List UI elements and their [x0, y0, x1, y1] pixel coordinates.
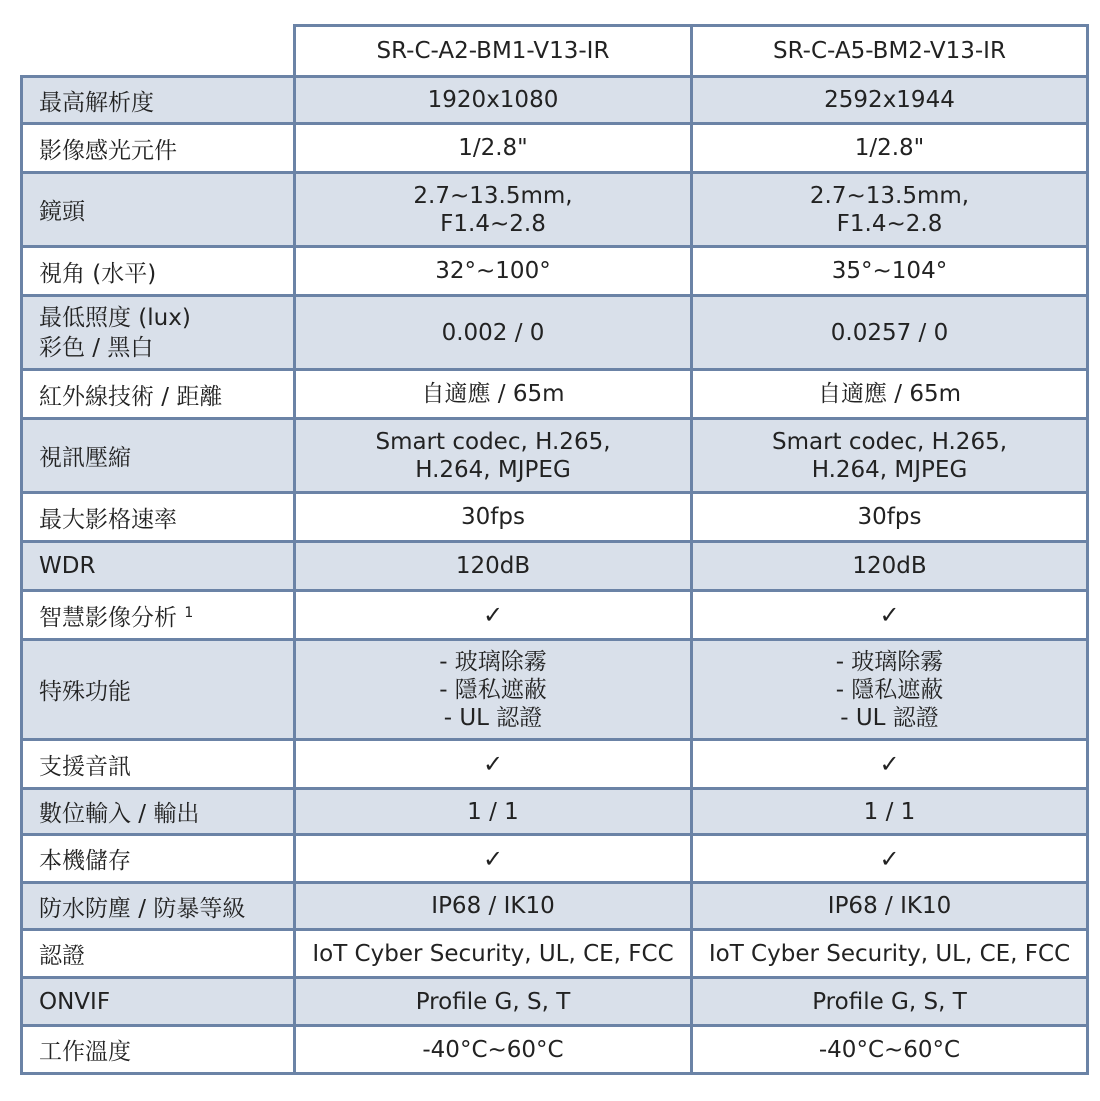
value-line: -40°C~60°C: [818, 1036, 961, 1063]
model-2-value: [692, 1026, 1088, 1074]
spec-label-line: 最低照度 (lux): [39, 304, 191, 331]
model-2-value: [692, 493, 1088, 542]
spec-label-text: 數位輸入 / 輸出: [39, 801, 200, 827]
spec-label: [22, 296, 295, 370]
spec-row: [22, 640, 1088, 740]
spec-label: [22, 173, 295, 247]
value-line: 自適應 / 65m: [421, 381, 565, 407]
value-line: 1 / 1: [467, 798, 519, 825]
spec-row: [22, 542, 1088, 591]
value-line: IP68 / IK10: [431, 893, 555, 919]
model-2-value: [692, 740, 1088, 789]
spec-row: [22, 493, 1088, 542]
value-line: 1/2.8": [854, 135, 925, 161]
model-2-value: [692, 542, 1088, 591]
value-line: Smart codec, H.265,: [771, 428, 1008, 455]
value-line: IoT Cyber Security, UL, CE, FCC: [312, 940, 674, 967]
check-icon: ✓: [482, 601, 504, 629]
spec-label: [22, 835, 295, 883]
model-2-value: [692, 124, 1088, 173]
corner-cell: [22, 26, 295, 77]
value-line: 1/2.8": [458, 135, 528, 161]
value-line: 自適應 / 65m: [817, 381, 962, 407]
value-line: 0.0257 / 0: [830, 319, 949, 346]
value-line: 120dB: [455, 553, 531, 579]
spec-label-text: 最大影格速率: [39, 506, 177, 533]
value-line: 2592x1944: [824, 87, 955, 113]
value-line: Profile G, S, T: [812, 988, 967, 1015]
model-1-value: [295, 124, 692, 173]
model-1-value: [295, 542, 692, 591]
value-line: - 玻璃除霧: [439, 648, 547, 675]
spec-row: [22, 370, 1088, 419]
model-1-value: [295, 247, 692, 296]
spec-label: [22, 883, 295, 930]
value-line: F1.4~2.8: [836, 210, 943, 237]
spec-row: [22, 77, 1088, 124]
spec-label-text: 工作溫度: [39, 1039, 131, 1065]
spec-label: [22, 930, 295, 978]
model-1-value: [295, 173, 692, 247]
spec-label: [22, 978, 295, 1026]
model-1-header: SR-C-A2-BM1-V13-IR: [295, 26, 692, 77]
spec-row: [22, 124, 1088, 173]
check-icon: ✓: [482, 844, 504, 873]
model-2-header: SR-C-A5-BM2-V13-IR: [692, 26, 1088, 77]
model-2-value: [692, 419, 1088, 493]
value-line: 1920x1080: [427, 87, 559, 113]
spec-label: [22, 124, 295, 173]
spec-row: [22, 883, 1088, 930]
model-2-value: [692, 978, 1088, 1026]
model-2-value: [692, 77, 1088, 124]
value-line: 30fps: [461, 504, 525, 530]
spec-row: [22, 930, 1088, 978]
value-line: - 隱私遮蔽: [439, 676, 547, 703]
model-2-value: [692, 640, 1088, 740]
model-1-value: [295, 978, 692, 1026]
value-line: -40°C~60°C: [422, 1036, 564, 1063]
spec-label-text: 最高解析度: [39, 89, 154, 116]
model-1-value: [295, 296, 692, 370]
model-2-value: [692, 296, 1088, 370]
value-line: 2.7~13.5mm,: [809, 182, 970, 209]
spec-row: [22, 591, 1088, 640]
spec-label-text: 支援音訊: [39, 753, 131, 780]
spec-row: [22, 835, 1088, 883]
spec-label: [22, 542, 295, 591]
spec-body: [22, 77, 1088, 1074]
spec-row: [22, 173, 1088, 247]
spec-table: [20, 24, 1089, 1075]
check-icon: ✓: [482, 750, 504, 778]
value-line: IoT Cyber Security, UL, CE, FCC: [708, 940, 1071, 967]
model-2-value: [692, 370, 1088, 419]
spec-label: [22, 789, 295, 835]
check-icon: ✓: [879, 601, 900, 629]
spec-row: [22, 247, 1088, 296]
spec-label-text: 視訊壓縮: [39, 445, 131, 471]
spec-label: [22, 370, 295, 419]
model-2-value: [692, 789, 1088, 835]
model-1-value: [295, 591, 692, 640]
spec-row: [22, 978, 1088, 1026]
model-2-value: [692, 173, 1088, 247]
model-1-value: [295, 835, 692, 883]
value-line: - UL 認證: [443, 704, 543, 731]
spec-row: [22, 296, 1088, 370]
spec-row: [22, 419, 1088, 493]
spec-label: [22, 419, 295, 493]
spec-label-text: ONVIF: [39, 988, 111, 1015]
value-line: - UL 認證: [840, 704, 939, 731]
spec-label-text: 鏡頭: [39, 199, 85, 225]
value-line: 2.7~13.5mm,: [413, 182, 573, 209]
spec-row: [22, 789, 1088, 835]
model-2-value: [692, 591, 1088, 640]
spec-label: [22, 640, 295, 740]
spec-label: [22, 247, 295, 296]
model-1-value: [295, 493, 692, 542]
check-icon: ✓: [879, 750, 900, 778]
model-1-value: [295, 370, 692, 419]
spec-label-text: WDR: [39, 553, 96, 579]
spec-label-line: 彩色 / 黑白: [39, 334, 154, 361]
check-icon: ✓: [879, 844, 900, 873]
spec-label-text: 認證: [39, 943, 85, 969]
value-line: 0.002 / 0: [441, 319, 545, 346]
spec-label-text: 紅外線技術 / 距離: [39, 383, 223, 410]
spec-label: [22, 493, 295, 542]
value-line: Profile G, S, T: [415, 988, 571, 1015]
spec-row: [22, 1026, 1088, 1074]
model-2-value: [692, 883, 1088, 930]
model-2-value: [692, 247, 1088, 296]
spec-row: [22, 740, 1088, 789]
value-line: 1 / 1: [863, 798, 916, 825]
spec-label: [22, 77, 295, 124]
model-1-value: [295, 77, 692, 124]
model-1-value: [295, 1026, 692, 1074]
value-line: F1.4~2.8: [440, 210, 546, 237]
value-line: 120dB: [852, 553, 927, 579]
value-line: - 隱私遮蔽: [835, 676, 944, 703]
value-line: 30fps: [857, 504, 922, 530]
model-2-value: [692, 930, 1088, 978]
model-1-value: [295, 419, 692, 493]
model-1-value: [295, 883, 692, 930]
spec-label: [22, 740, 295, 789]
spec-label: [22, 591, 295, 640]
footnote-marker: 1: [184, 604, 194, 621]
model-1-value: [295, 789, 692, 835]
spec-label-text: 防水防塵 / 防暴等級: [39, 895, 246, 922]
model-1-value: [295, 640, 692, 740]
spec-label-text: 智慧影像分析: [39, 604, 177, 631]
value-line: Smart codec, H.265,: [375, 428, 611, 455]
value-line: - 玻璃除霧: [835, 648, 944, 675]
value-line: 35°~104°: [831, 258, 948, 284]
value-line: 32°~100°: [435, 258, 551, 284]
spec-label-text: 本機儲存: [39, 848, 131, 874]
value-line: H.264, MJPEG: [811, 456, 968, 483]
model-1-value: [295, 930, 692, 978]
value-line: IP68 / IK10: [827, 893, 952, 919]
spec-label: [22, 1026, 295, 1074]
spec-label-text: 視角 (水平): [39, 260, 157, 287]
model-2-value: [692, 835, 1088, 883]
spec-label-text: 特殊功能: [39, 679, 131, 705]
value-line: H.264, MJPEG: [415, 456, 571, 483]
header-row: [22, 26, 1088, 77]
spec-label-text: 影像感光元件: [39, 137, 177, 164]
model-1-value: [295, 740, 692, 789]
